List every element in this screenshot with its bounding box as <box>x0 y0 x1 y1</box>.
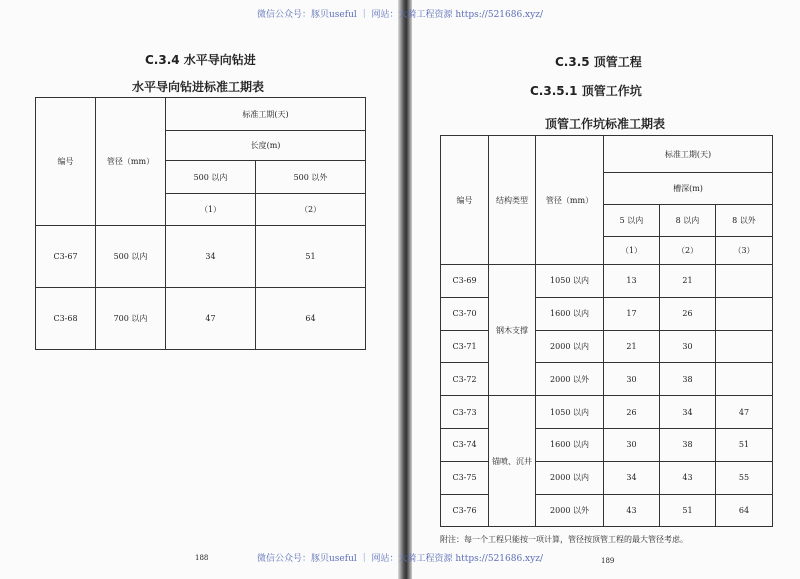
cell-code: C3-75 <box>441 461 489 494</box>
cell-code: C3-69 <box>441 265 489 298</box>
table-row <box>441 265 773 298</box>
table-row <box>36 288 366 350</box>
cell-diameter: 500 以内 <box>96 226 166 288</box>
left-page-number: 188 <box>195 554 209 562</box>
cell-v1: 26 <box>604 396 660 429</box>
header-num1: （1） <box>604 237 660 265</box>
header-col3: 8 以外 <box>716 205 773 237</box>
cell-v2: 43 <box>660 461 716 494</box>
cell-v2: 38 <box>660 428 716 461</box>
header-diameter: 管径（mm） <box>536 136 604 265</box>
cell-v3 <box>716 265 773 298</box>
cell-diameter: 1600 以内 <box>536 297 604 330</box>
cell-v3 <box>716 330 773 363</box>
cell-diameter: 700 以内 <box>96 288 166 350</box>
header-num3: （3） <box>716 237 773 265</box>
cell-v2: 38 <box>660 363 716 396</box>
cell-v1: 43 <box>604 494 660 527</box>
cell-v2: 34 <box>660 396 716 429</box>
cell-code: C3-74 <box>441 428 489 461</box>
header-col2: 500 以外 <box>256 161 366 194</box>
table-note: 附注：每一个工程只能按一项计算，管径按顶管工程的最大管径考虑。 <box>440 535 688 544</box>
cell-v2: 26 <box>660 297 716 330</box>
cell-diameter: 2000 以外 <box>536 494 604 527</box>
cell-v1: 17 <box>604 297 660 330</box>
cell-diameter: 2000 以外 <box>536 363 604 396</box>
cell-diameter: 1600 以内 <box>536 428 604 461</box>
cell-structure: 钢木支撑 <box>489 265 536 396</box>
header-period: 标准工期(天) <box>166 98 366 131</box>
cell-v1: 34 <box>166 226 256 288</box>
watermark-bottom: 微信公众号：豚贝useful ｜ 网站：大骑工程资源 https://521686.xyz/ <box>257 554 543 564</box>
cell-v3: 55 <box>716 461 773 494</box>
header-diameter: 管径（mm） <box>96 98 166 226</box>
cell-v1: 30 <box>604 363 660 396</box>
cell-diameter: 1050 以内 <box>536 265 604 298</box>
header-length: 长度(m) <box>166 131 366 161</box>
header-period: 标准工期(天) <box>604 136 773 173</box>
cell-v2: 30 <box>660 330 716 363</box>
drilling-period-table <box>35 97 366 350</box>
header-num2: （2） <box>256 194 366 226</box>
cell-code: C3-67 <box>36 226 96 288</box>
cell-v3: 51 <box>716 428 773 461</box>
cell-code: C3-71 <box>441 330 489 363</box>
cell-code: C3-73 <box>441 396 489 429</box>
cell-v2: 51 <box>256 226 366 288</box>
cell-v2: 51 <box>660 494 716 527</box>
cell-diameter: 2000 以内 <box>536 461 604 494</box>
cell-code: C3-70 <box>441 297 489 330</box>
cell-code: C3-76 <box>441 494 489 527</box>
cell-diameter: 1050 以内 <box>536 396 604 429</box>
pit-period-table <box>440 135 773 527</box>
cell-v1: 21 <box>604 330 660 363</box>
header-col1: 500 以内 <box>166 161 256 194</box>
watermark-top: 微信公众号：豚贝useful ｜ 网站：大骑工程资源 https://521686.xyz/ <box>257 10 543 20</box>
cell-v2: 64 <box>256 288 366 350</box>
cell-v3: 47 <box>716 396 773 429</box>
cell-code: C3-68 <box>36 288 96 350</box>
cell-v1: 13 <box>604 265 660 298</box>
cell-diameter: 2000 以内 <box>536 330 604 363</box>
cell-v1: 47 <box>166 288 256 350</box>
table-row <box>36 226 366 288</box>
header-code: 编号 <box>441 136 489 265</box>
cell-v2: 21 <box>660 265 716 298</box>
header-code: 编号 <box>36 98 96 226</box>
header-num2: （2） <box>660 237 716 265</box>
header-num1: （1） <box>166 194 256 226</box>
header-col2: 8 以内 <box>660 205 716 237</box>
cell-structure: 锚喷、沉井 <box>489 396 536 527</box>
cell-v1: 34 <box>604 461 660 494</box>
table-row <box>441 396 773 429</box>
cell-code: C3-72 <box>441 363 489 396</box>
right-table-title: 顶管工作坑标准工期表 <box>545 117 666 131</box>
cell-v3 <box>716 297 773 330</box>
cell-v3: 64 <box>716 494 773 527</box>
left-table-title: 水平导向钻进标准工期表 <box>132 80 265 94</box>
header-structure: 结构类型 <box>489 136 536 265</box>
right-subsection-heading: C.3.5.1 顶管工作坑 <box>530 84 642 98</box>
left-section-heading: C.3.4 水平导向钻进 <box>145 53 256 67</box>
cell-v1: 30 <box>604 428 660 461</box>
right-page-number: 189 <box>601 557 615 565</box>
header-depth: 槽深(m) <box>604 173 773 205</box>
book-gutter <box>398 0 412 579</box>
cell-v3 <box>716 363 773 396</box>
right-section-heading: C.3.5 顶管工程 <box>555 55 642 69</box>
header-col1: 5 以内 <box>604 205 660 237</box>
